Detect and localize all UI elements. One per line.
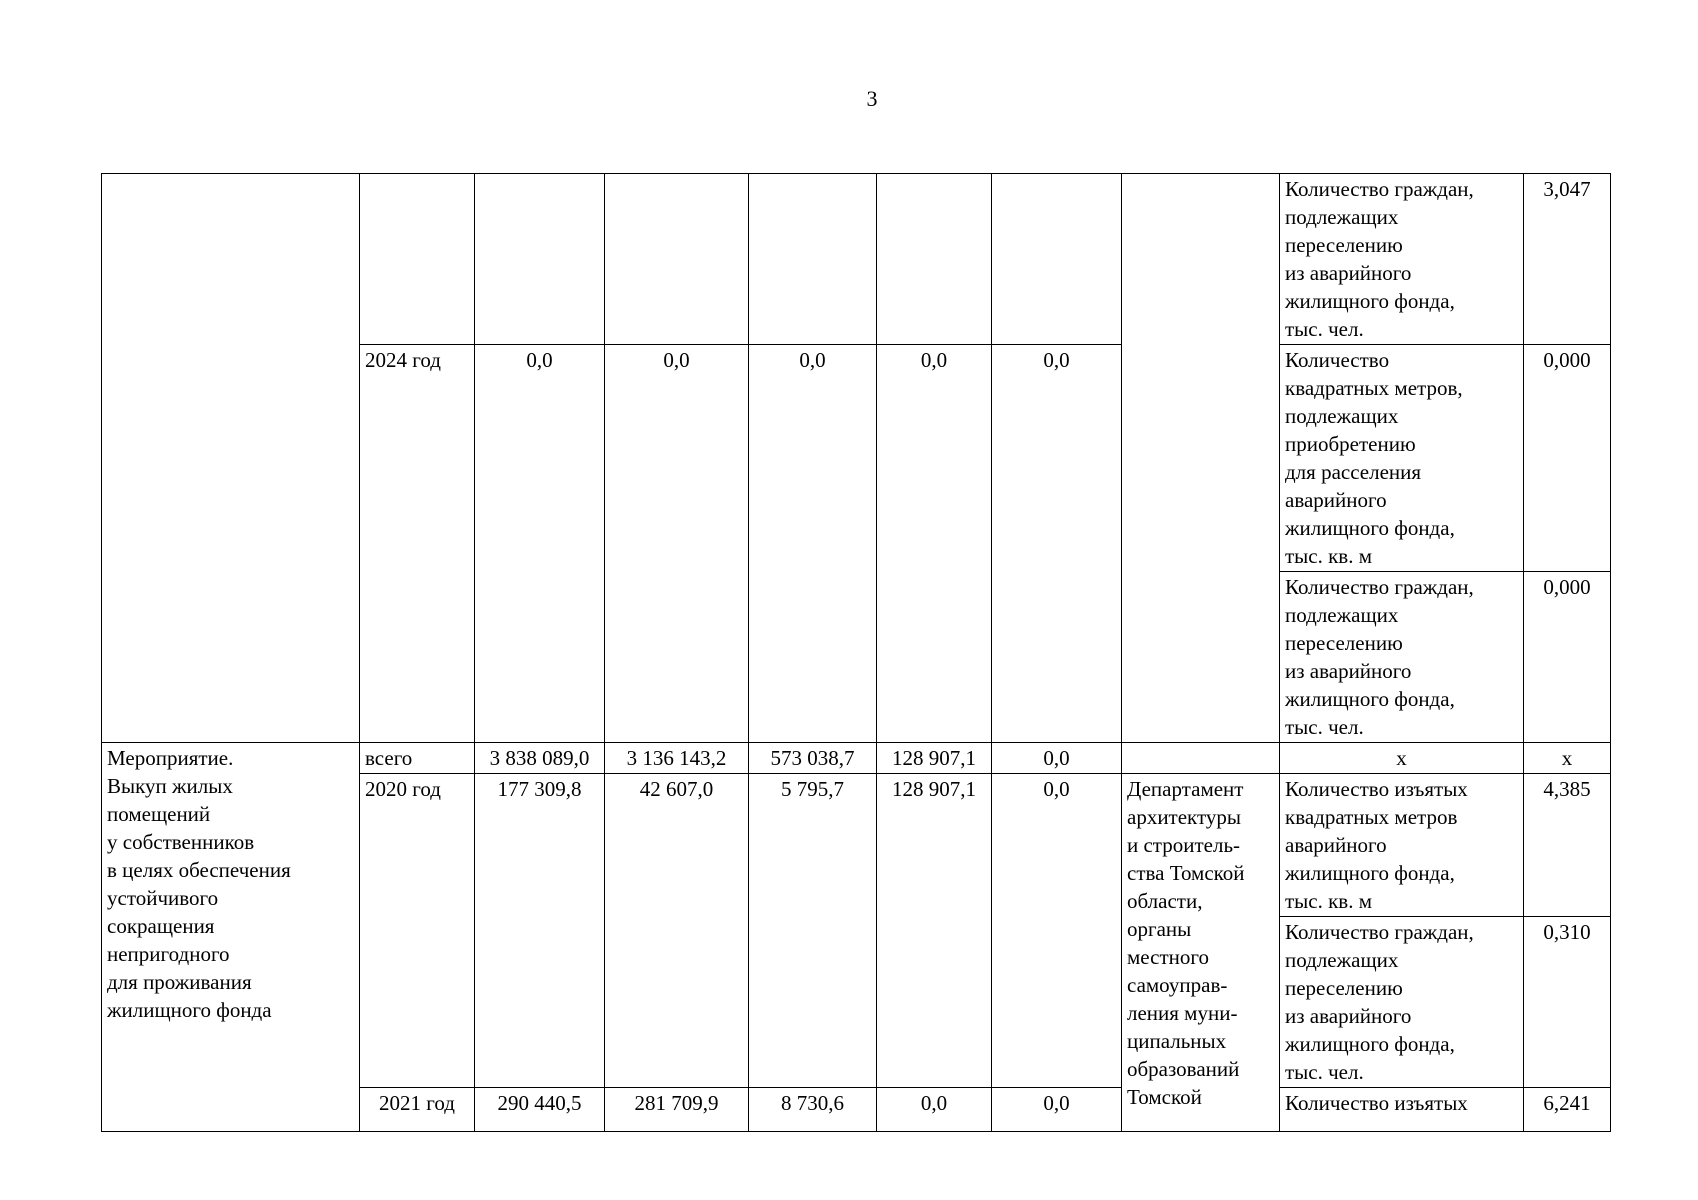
indicator-cell: Количество изъятых квадратных метров аварийного жилищного фонда, тыс. кв. м (1280, 774, 1524, 917)
cell-empty (1122, 743, 1280, 774)
value-cell: 290 440,5 (475, 1088, 605, 1132)
table-row (102, 174, 1611, 345)
value-cell: 573 038,7 (749, 743, 877, 774)
indicator-cell: Количество граждан, подлежащих переселению из аварийного жилищного фонда, тыс. чел. (1280, 572, 1524, 743)
value-cell: 8 730,6 (749, 1088, 877, 1132)
value-cell: 3 838 089,0 (475, 743, 605, 774)
year-cell: всего (360, 743, 475, 774)
value-cell: 0,0 (475, 345, 605, 743)
indicator-cell: Количество граждан, подлежащих переселению из аварийного жилищного фонда, тыс. чел. (1280, 917, 1524, 1088)
value-cell: 0,0 (992, 1088, 1122, 1132)
program-table (101, 173, 1611, 1132)
value-cell: 0,0 (992, 774, 1122, 1088)
value-cell: 128 907,1 (877, 743, 992, 774)
value-cell: 0,0 (749, 345, 877, 743)
cell-empty (360, 174, 475, 345)
measure-name: Мероприятие. Выкуп жилых помещений у собственников в целях обеспечения устойчивого сокращения непригодного для проживания жилищного фонда (102, 743, 360, 1132)
cell-empty (102, 174, 360, 743)
indicator-cell: Количество изъятых (1280, 1088, 1524, 1132)
indicator-value: 4,385 (1524, 774, 1611, 917)
indicator-cell: Количество квадратных метров, подлежащих приобретению для расселения аварийного жилищного фонда, тыс. кв. м (1280, 345, 1524, 572)
cell-empty (605, 174, 749, 345)
indicator-cell: х (1280, 743, 1524, 774)
value-cell: 281 709,9 (605, 1088, 749, 1132)
table-row (102, 743, 1611, 774)
cell-responsible-empty (1122, 174, 1280, 743)
value-cell: 42 607,0 (605, 774, 749, 1088)
year-cell: 2024 год (360, 345, 475, 743)
indicator-value: 0,310 (1524, 917, 1611, 1088)
value-cell: 177 309,8 (475, 774, 605, 1088)
cell-empty (992, 174, 1122, 345)
value-cell: 128 907,1 (877, 774, 992, 1088)
cell-empty (749, 174, 877, 345)
value-cell: 0,0 (992, 743, 1122, 774)
indicator-cell: Количество граждан, подлежащих переселению из аварийного жилищного фонда, тыс. чел. (1280, 174, 1524, 345)
value-cell: 3 136 143,2 (605, 743, 749, 774)
indicator-value: 0,000 (1524, 572, 1611, 743)
cell-empty (877, 174, 992, 345)
year-cell: 2020 год (360, 774, 475, 1088)
value-cell: 0,0 (992, 345, 1122, 743)
cell-empty (475, 174, 605, 345)
indicator-value: 6,241 (1524, 1088, 1611, 1132)
page-number: 3 (866, 86, 878, 111)
year-cell: 2021 год (360, 1088, 475, 1132)
value-cell: 0,0 (877, 345, 992, 743)
indicator-value: х (1524, 743, 1611, 774)
indicator-value: 0,000 (1524, 345, 1611, 572)
indicator-value: 3,047 (1524, 174, 1611, 345)
value-cell: 5 795,7 (749, 774, 877, 1088)
responsible-cell: Департамент архитектуры и строитель- ства Томской области, органы местного самоуправ- ления муни- ципальных образований Томской (1122, 774, 1280, 1132)
value-cell: 0,0 (605, 345, 749, 743)
value-cell: 0,0 (877, 1088, 992, 1132)
